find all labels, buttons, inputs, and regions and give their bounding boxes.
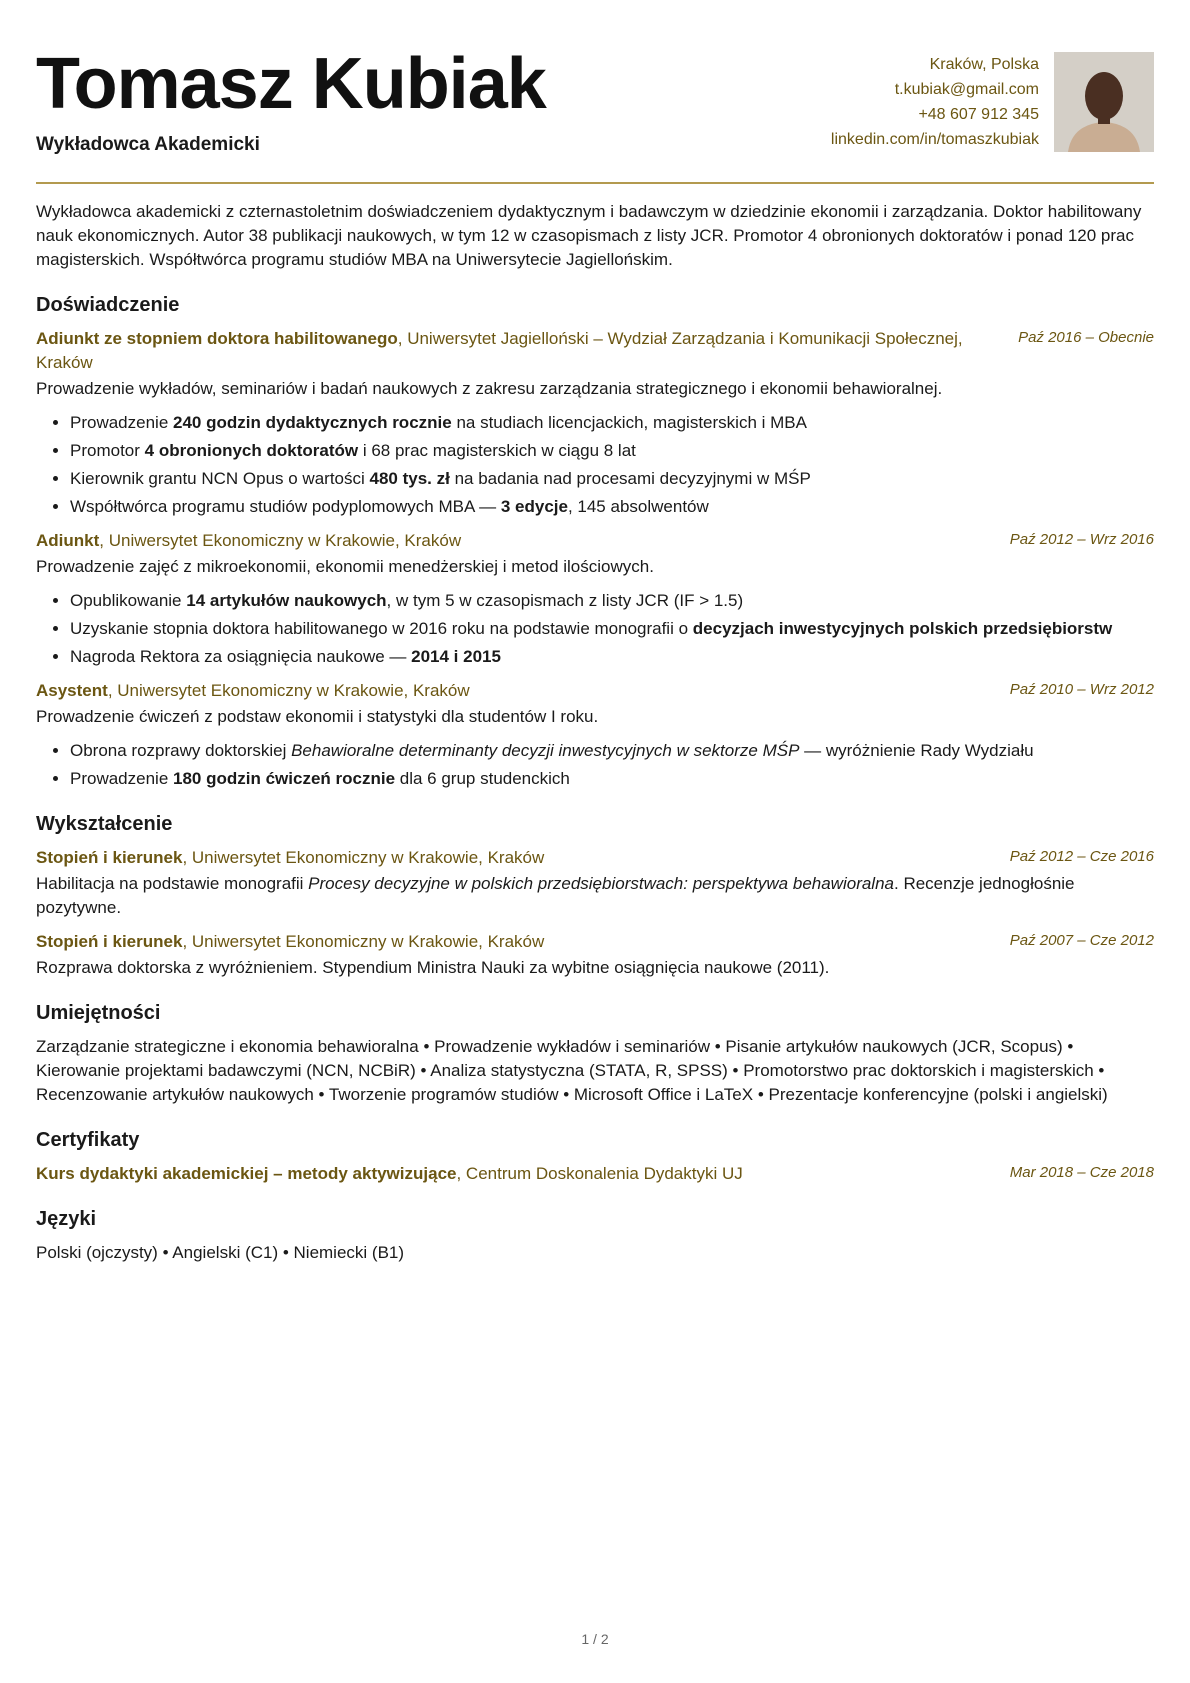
entry-date: Paź 2010 – Wrz 2012 bbox=[1009, 681, 1154, 698]
entry-date: Paź 2007 – Cze 2012 bbox=[1009, 932, 1154, 949]
achievement-text: na studiach licencjackich, magisterskich i MBA bbox=[451, 413, 807, 432]
achievement-text: Opublikowanie bbox=[70, 591, 187, 610]
job-title: Wykładowca Akademicki bbox=[36, 134, 260, 155]
certificates-heading: Certyfikaty bbox=[36, 1129, 140, 1151]
skills-list: Zarządzanie strategiczne i ekonomia behawioralna • Prowadzenie wykładów i seminariów • Pisanie artykułów naukowych (JCR, Scopus) • Kierowanie projektami badawczymi (NCN, NCBiR) • Analiza statystyczna (STATA, R, SPSS) • Promotorstwo prac doktorskich i magisterskich • Recenzowanie artykułów naukowych • Tworzenie programów studiów • Microsoft Office i LaTeX • Prezentacje konferencyjne (polski i angielski) bbox=[36, 1037, 1108, 1104]
achievement-text: Promotor bbox=[70, 441, 145, 460]
entry-date: Paź 2016 – Obecnie bbox=[1018, 329, 1154, 346]
description-title: Procesy decyzyjne w polskich przedsiębiorstwach: perspektywa behawioralna bbox=[308, 874, 894, 893]
entry-organization: , Centrum Doskonalenia Dydaktyki UJ bbox=[456, 1164, 743, 1183]
achievement-highlight: 240 godzin dydaktycznych rocznie bbox=[173, 413, 452, 432]
contact-linkedin[interactable]: linkedin.com/in/tomaszkubiak bbox=[830, 131, 1039, 148]
entry-role: Asystent bbox=[36, 681, 108, 700]
education-entry bbox=[36, 930, 1154, 980]
description-text: Habilitacja na podstawie monografii bbox=[36, 874, 309, 893]
achievement-text: Nagroda Rektora za osiągnięcia naukowe — bbox=[70, 647, 412, 666]
languages-heading: Języki bbox=[36, 1208, 97, 1230]
achievement-text: , 145 absolwentów bbox=[567, 497, 709, 516]
contact-block bbox=[831, 52, 1039, 152]
achievement-list bbox=[36, 589, 1154, 669]
entry-date: Paź 2012 – Wrz 2016 bbox=[1009, 531, 1154, 548]
summary: Wykładowca akademicki z czternastoletnim doświadczeniem dydaktycznym i badawczym w dziedzinie ekonomii i zarządzania. Doktor habilitowany nauk ekonomicznych. Autor 38 publikacji naukowych, w tym 12 w czasopismach z listy JCR. Promotor 4 obronionych doktoratów i ponad 120 prac magisterskich. Współtwórca programu studiów MBA na Uniwersytecie Jagiellońskim. bbox=[36, 202, 1142, 269]
achievement-item bbox=[70, 411, 1154, 435]
contact-location: Kraków, Polska bbox=[929, 56, 1039, 73]
achievement-item bbox=[70, 589, 1154, 613]
contact-phone[interactable]: +48 607 912 345 bbox=[918, 106, 1039, 123]
achievement-item bbox=[70, 495, 1154, 519]
entry-description bbox=[36, 956, 1154, 980]
achievement-item bbox=[70, 617, 1154, 641]
achievement-text: i 68 prac magisterskich w ciągu 8 lat bbox=[358, 441, 636, 460]
achievement-list bbox=[36, 739, 1154, 791]
experience-heading: Doświadczenie bbox=[36, 294, 180, 316]
achievement-text: dla 6 grup studenckich bbox=[395, 769, 570, 788]
achievement-text: Obrona rozprawy doktorskiej bbox=[70, 741, 292, 760]
achievement-text: Kierownik grantu NCN Opus o wartości bbox=[70, 469, 370, 488]
description-text: . Recenzje jednogłośnie pozytywne. bbox=[36, 874, 1075, 917]
achievement-highlight: 2014 i 2015 bbox=[411, 647, 501, 666]
achievement-highlight: 14 artykułów naukowych bbox=[186, 591, 387, 610]
achievement-item bbox=[70, 767, 1154, 791]
achievement-highlight: 480 tys. zł bbox=[369, 469, 450, 488]
contact-email[interactable]: t.kubiak@gmail.com bbox=[894, 81, 1039, 98]
languages-list: Polski (ojczysty) • Angielski (C1) • Niemiecki (B1) bbox=[36, 1243, 405, 1262]
candidate-name: Tomasz Kubiak bbox=[36, 44, 546, 124]
achievement-item bbox=[70, 467, 1154, 491]
experience-entry bbox=[36, 679, 1154, 791]
entry-description bbox=[36, 872, 1154, 920]
entry-role: Stopień i kierunek bbox=[36, 932, 183, 951]
achievement-text: na badania nad procesami decyzyjnymi w MŚP bbox=[449, 469, 811, 488]
achievement-highlight: 4 obronionych doktoratów bbox=[144, 441, 359, 460]
header-divider bbox=[36, 182, 1154, 184]
achievement-highlight: Behawioralne determinanty decyzji inwestycyjnych w sektorze MŚP bbox=[291, 741, 800, 760]
page-number: 1 / 2 bbox=[581, 1631, 609, 1647]
achievement-list bbox=[36, 411, 1154, 519]
resume-header bbox=[36, 44, 1154, 168]
entry-role: Adiunkt bbox=[36, 531, 100, 550]
achievement-text: , w tym 5 w czasopismach z listy JCR (IF > 1.5) bbox=[386, 591, 744, 610]
entry-date: Mar 2018 – Cze 2018 bbox=[1009, 1164, 1154, 1181]
entry-role: Adiunkt ze stopniem doktora habilitowanego bbox=[36, 329, 398, 348]
entry-role: Kurs dydaktyki akademickiej – metody aktywizujące bbox=[36, 1164, 457, 1183]
entry-description: Prowadzenie zajęć z mikroekonomii, ekonomii menedżerskiej i metod ilościowych. bbox=[36, 557, 654, 576]
education-heading: Wykształcenie bbox=[36, 813, 173, 835]
entry-organization: , Uniwersytet Ekonomiczny w Krakowie, Kraków bbox=[182, 932, 545, 951]
skills-heading: Umiejętności bbox=[36, 1002, 161, 1024]
achievement-item bbox=[70, 645, 1154, 669]
entry-date: Paź 2012 – Cze 2016 bbox=[1009, 848, 1154, 865]
experience-section bbox=[36, 327, 1154, 791]
achievement-text: Uzyskanie stopnia doktora habilitowanego w 2016 roku na podstawie monografii o bbox=[70, 619, 693, 638]
entry-organization: , Uniwersytet Ekonomiczny w Krakowie, Kraków bbox=[99, 531, 462, 550]
achievement-highlight: 3 edycje bbox=[500, 497, 568, 516]
achievement-text: Prowadzenie bbox=[70, 413, 174, 432]
education-section bbox=[36, 846, 1154, 980]
entry-description: Prowadzenie wykładów, seminariów i badań naukowych z zakresu zarządzania strategicznego i ekonomii behawioralnej. bbox=[36, 379, 943, 398]
achievement-highlight: 180 godzin ćwiczeń rocznie bbox=[173, 769, 396, 788]
education-entry bbox=[36, 846, 1154, 920]
achievement-text: Współtwórca programu studiów podyplomowych MBA — bbox=[70, 497, 501, 516]
certificate-entry bbox=[36, 1162, 1154, 1186]
achievement-highlight: decyzjach inwestycyjnych polskich przedsiębiorstw bbox=[692, 619, 1113, 638]
achievement-item bbox=[70, 439, 1154, 463]
entry-heading bbox=[36, 1162, 1154, 1186]
entry-role: Stopień i kierunek bbox=[36, 848, 183, 867]
entry-heading bbox=[36, 679, 1154, 703]
experience-entry bbox=[36, 327, 1154, 519]
description-text: Rozprawa doktorska z wyróżnieniem. Stypendium Ministra Nauki za wybitne osiągnięcia naukowe (2011). bbox=[36, 958, 830, 977]
profile-photo bbox=[1054, 52, 1154, 152]
certificates-section bbox=[36, 1162, 1154, 1186]
achievement-text: — wyróżnienie Rady Wydziału bbox=[799, 741, 1034, 760]
entry-description: Prowadzenie ćwiczeń z podstaw ekonomii i statystyki dla studentów I roku. bbox=[36, 707, 599, 726]
entry-organization: , Uniwersytet Ekonomiczny w Krakowie, Kraków bbox=[182, 848, 545, 867]
achievement-item bbox=[70, 739, 1154, 763]
entry-heading bbox=[36, 529, 1154, 553]
achievement-text: Prowadzenie bbox=[70, 769, 174, 788]
experience-entry bbox=[36, 529, 1154, 669]
entry-heading bbox=[36, 930, 1154, 954]
entry-organization: , Uniwersytet Ekonomiczny w Krakowie, Kraków bbox=[107, 681, 470, 700]
entry-organization: , Uniwersytet Jagielloński – Wydział Zarządzania i Komunikacji Społecznej, Kraków bbox=[36, 329, 963, 372]
entry-heading bbox=[36, 846, 1154, 870]
entry-heading bbox=[36, 327, 1154, 375]
